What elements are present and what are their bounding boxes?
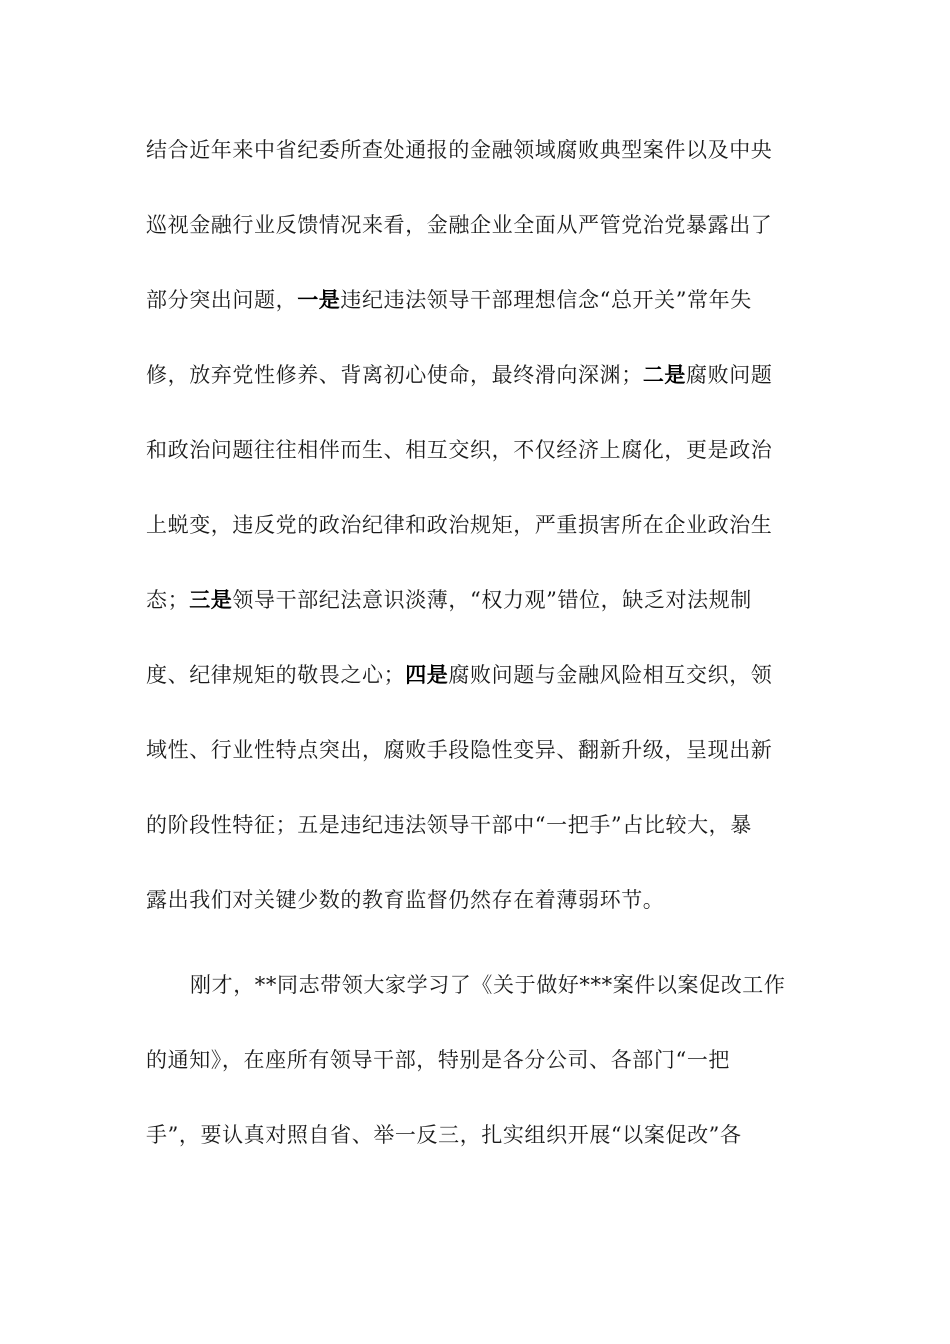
paragraph-1-line-10: 的阶段性特征；五是违纪违法领导干部中“一把手”占比较大，暴 [146, 813, 752, 837]
point-one-label: 一是 [297, 287, 341, 312]
paragraph-1-line-2: 巡视金融行业反馈情况来看，金融企业全面从严管党治党暴露出了 [146, 213, 773, 237]
point-three-label: 三是 [189, 587, 233, 612]
paragraph-2-line-1: 刚才，**同志带领大家学习了《关于做好***案件以案促改工作 [190, 973, 786, 997]
paragraph-1-line-5: 和政治问题往往相伴而生、相互交织，不仅经济上腐化，更是政治 [146, 438, 773, 462]
paragraph-2-line-2: 的通知》，在座所有领导干部，特别是各分公司、各部门“一把 [146, 1048, 731, 1072]
paragraph-1-line-3: 部分突出问题，一是违纪违法领导干部理想信念“总开关”常年失 [146, 287, 752, 312]
paragraph-1-line-7: 态；三是领导干部纪法意识淡薄，“权力观”错位，缺乏对法规制 [146, 587, 752, 612]
paragraph-1-line-6: 上蜕变，违反党的政治纪律和政治规矩，严重损害所在企业政治生 [146, 513, 773, 537]
paragraph-1-line-4: 修，放弃党性修养、背离初心使命，最终滑向深渊；二是腐败问题 [146, 362, 773, 387]
point-four-label: 四是 [405, 662, 449, 687]
paragraph-2-line-3: 手”，要认真对照自省、举一反三，扎实组织开展“以案促改”各 [146, 1123, 742, 1147]
point-two-label: 二是 [642, 362, 687, 387]
paragraph-1-line-9: 域性、行业性特点突出，腐败手段隐性变异、翻新升级，呈现出新 [146, 738, 773, 762]
paragraph-1-line-8: 度、纪律规矩的敬畏之心；四是腐败问题与金融风险相互交织，领 [146, 662, 773, 687]
paragraph-1-line-11: 露出我们对关键少数的教育监督仍然存在着薄弱环节。 [146, 888, 665, 912]
paragraph-1-line-1: 结合近年来中省纪委所查处通报的金融领域腐败典型案件以及中央 [146, 138, 773, 162]
